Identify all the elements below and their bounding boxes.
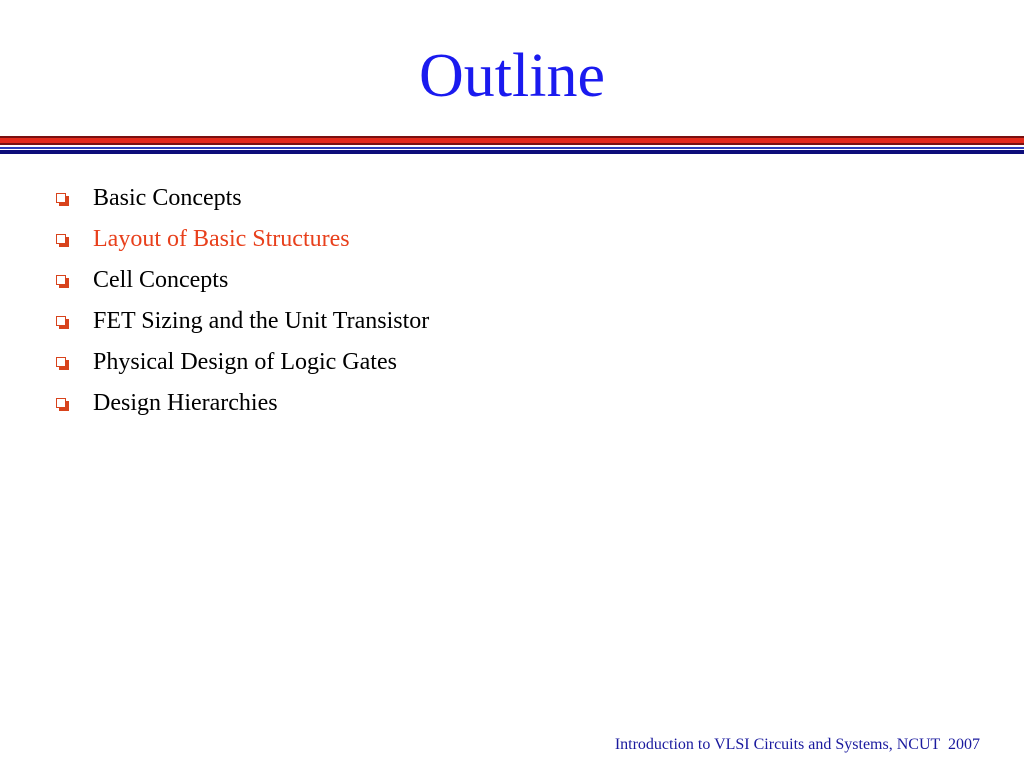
hollow-square-bullet-icon — [56, 234, 69, 247]
outline-list — [56, 180, 429, 426]
outline-item — [56, 262, 429, 303]
outline-item-label: Design Hierarchies — [93, 390, 278, 416]
slide-title: Outline — [419, 42, 605, 110]
outline-item — [56, 344, 429, 385]
divider-line-navy — [0, 150, 1024, 154]
outline-item — [56, 385, 429, 426]
outline-item — [56, 221, 429, 262]
hollow-square-bullet-icon — [56, 357, 69, 370]
outline-item — [56, 303, 429, 344]
hollow-square-bullet-icon — [56, 193, 69, 206]
hollow-square-bullet-icon — [56, 316, 69, 329]
divider-line-dark-red-bottom — [0, 143, 1024, 145]
outline-item-label: Layout of Basic Structures — [93, 226, 350, 252]
hollow-square-bullet-icon — [56, 275, 69, 288]
outline-item — [56, 180, 429, 221]
outline-item-label: FET Sizing and the Unit Transistor — [93, 308, 430, 334]
outline-item-label: Physical Design of Logic Gates — [93, 349, 397, 375]
outline-item-label: Basic Concepts — [93, 185, 242, 211]
slide-footer: Introduction to VLSI Circuits and Systems, NCUT 2007 — [614, 736, 980, 753]
hollow-square-bullet-icon — [56, 398, 69, 411]
title-divider — [0, 136, 1024, 156]
divider-line-blue — [0, 147, 1024, 149]
outline-item-label: Cell Concepts — [93, 267, 229, 293]
